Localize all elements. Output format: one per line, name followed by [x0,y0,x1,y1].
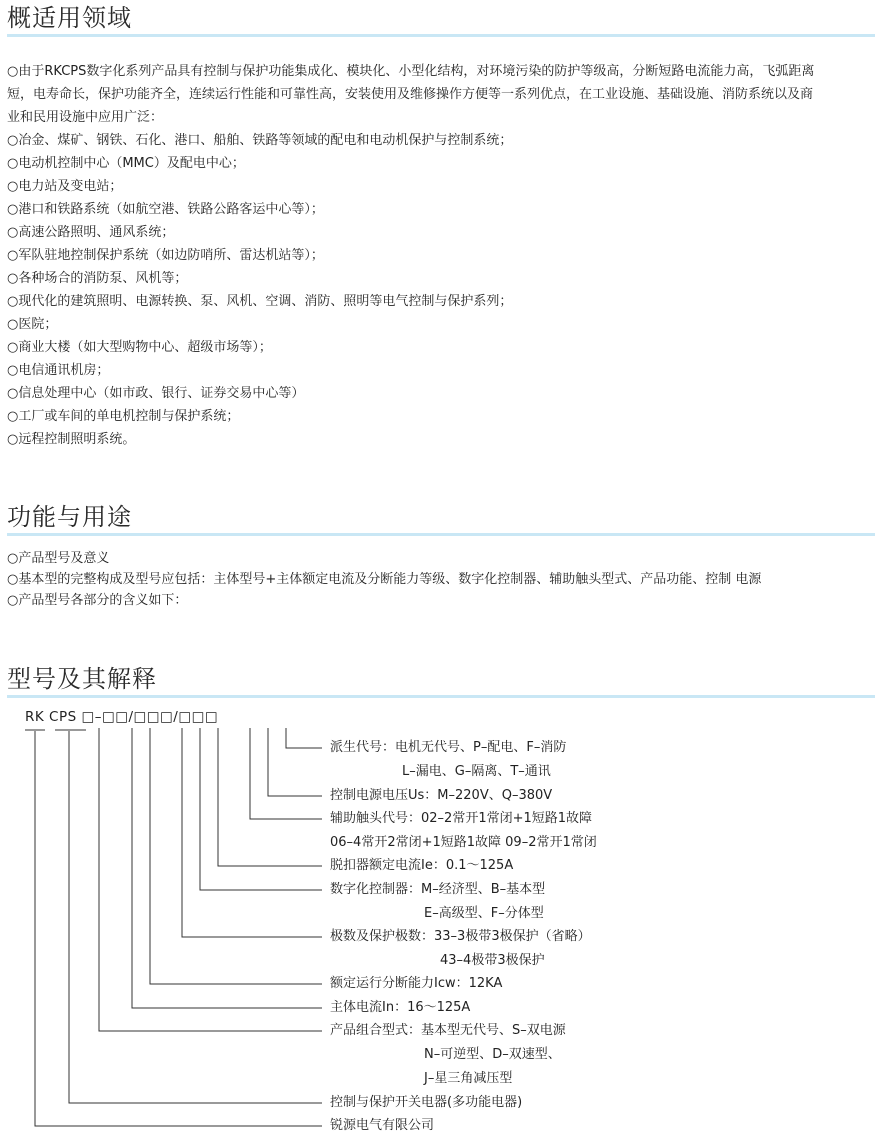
annotation-derivative-code-cont: L–漏电、G–隔离、T–通讯 [402,764,551,779]
section-title-applications: 概适用领域 [7,4,875,37]
list-item: ○产品型号各部分的含义如下： [7,593,188,608]
annotation-combination-type-cont2: J–星三角减压型 [424,1071,513,1086]
text-line: 短，电寿命长，保护功能齐全，连续运行性能和可靠性高，安装使用及维修操作方便等一系列优点，在工业设施、基础设施、消防系统以及商 [7,87,814,102]
list-item: ○商业大楼（如大型购物中心、超级市场等）； [7,340,272,355]
list-item: ○现代化的建筑照明、电源转换、泵、风机、空调、消防、照明等电气控制与保护系列； [7,294,513,309]
annotation-digital-controller: 数字化控制器：M–经济型、B–基本型 [330,882,546,897]
annotation-product-name: 控制与保护开关电器(多功能电器) [330,1095,523,1110]
annotation-company: 锐源电气有限公司 [330,1118,435,1133]
list-item: ○电动机控制中心（MMC）及配电中心； [7,156,245,171]
annotation-breaking-capacity: 额定运行分断能力Icw：12KA [330,976,503,991]
annotation-combination-type-cont: N–可逆型、D–双速型、 [424,1047,561,1062]
annotation-combination-type: 产品组合型式：基本型无代号、S–双电源 [330,1023,566,1038]
list-item: ○港口和铁路系统（如航空港、铁路公路客运中心等）； [7,202,324,217]
list-item: ○远程控制照明系统。 [7,432,136,447]
annotation-main-current: 主体电流In：16～125A [330,1000,471,1015]
model-code: RK CPS □–□□/□□□/□□□ [25,709,219,725]
annotation-aux-contact-cont: 06–4常开2常闭+1短路1故障 09–2常开1常闭 [330,835,597,850]
annotation-aux-contact: 辅助触头代号：02–2常开1常闭+1短路1故障 [330,811,593,826]
list-item: ○电力站及变电站； [7,179,123,194]
section-title-model: 型号及其解释 [7,665,875,698]
annotation-digital-controller-cont: E–高级型、F–分体型 [424,906,544,921]
list-item: ○军队驻地控制保护系统（如边防哨所、雷达机站等）； [7,248,324,263]
annotation-derivative-code: 派生代号：电机无代号、P–配电、F–消防 [330,740,567,755]
section-title-functions: 功能与用途 [7,503,875,536]
list-item: ○产品型号及意义 [7,551,110,566]
annotation-control-voltage: 控制电源电压Us：M–220V、Q–380V [330,788,553,803]
list-item: ○工厂或车间的单电机控制与保护系统； [7,409,240,424]
list-item: ○高速公路照明、通风系统； [7,225,175,240]
list-item: ○医院； [7,317,58,332]
text-line: 业和民用设施中应用广泛： [7,110,164,125]
annotation-poles-cont: 43–4极带3极保护 [440,953,545,968]
annotation-trip-current: 脱扣器额定电流Ie：0.1～125A [330,858,514,873]
list-item: ○基本型的完整构成及型号应包括：主体型号+主体额定电流及分断能力等级、数字化控制器、辅助触头型式、产品功能、控制 电源 [7,572,762,587]
text-line: ○由于RKCPS数字化系列产品具有控制与保护功能集成化、模块化、小型化结构，对环境污染的防护等级高，分断短路电流能力高，飞弧距离 [7,64,815,79]
list-item: ○冶金、煤矿、钢铁、石化、港口、船舶、铁路等领域的配电和电动机保护与控制系统； [7,133,513,148]
list-item: ○电信通讯机房； [7,363,110,378]
annotation-poles: 极数及保护极数：33–3极带3极保护（省略） [330,929,591,944]
list-item: ○各种场合的消防泵、风机等； [7,271,188,286]
list-item: ○信息处理中心（如市政、银行、证券交易中心等） [7,386,305,401]
